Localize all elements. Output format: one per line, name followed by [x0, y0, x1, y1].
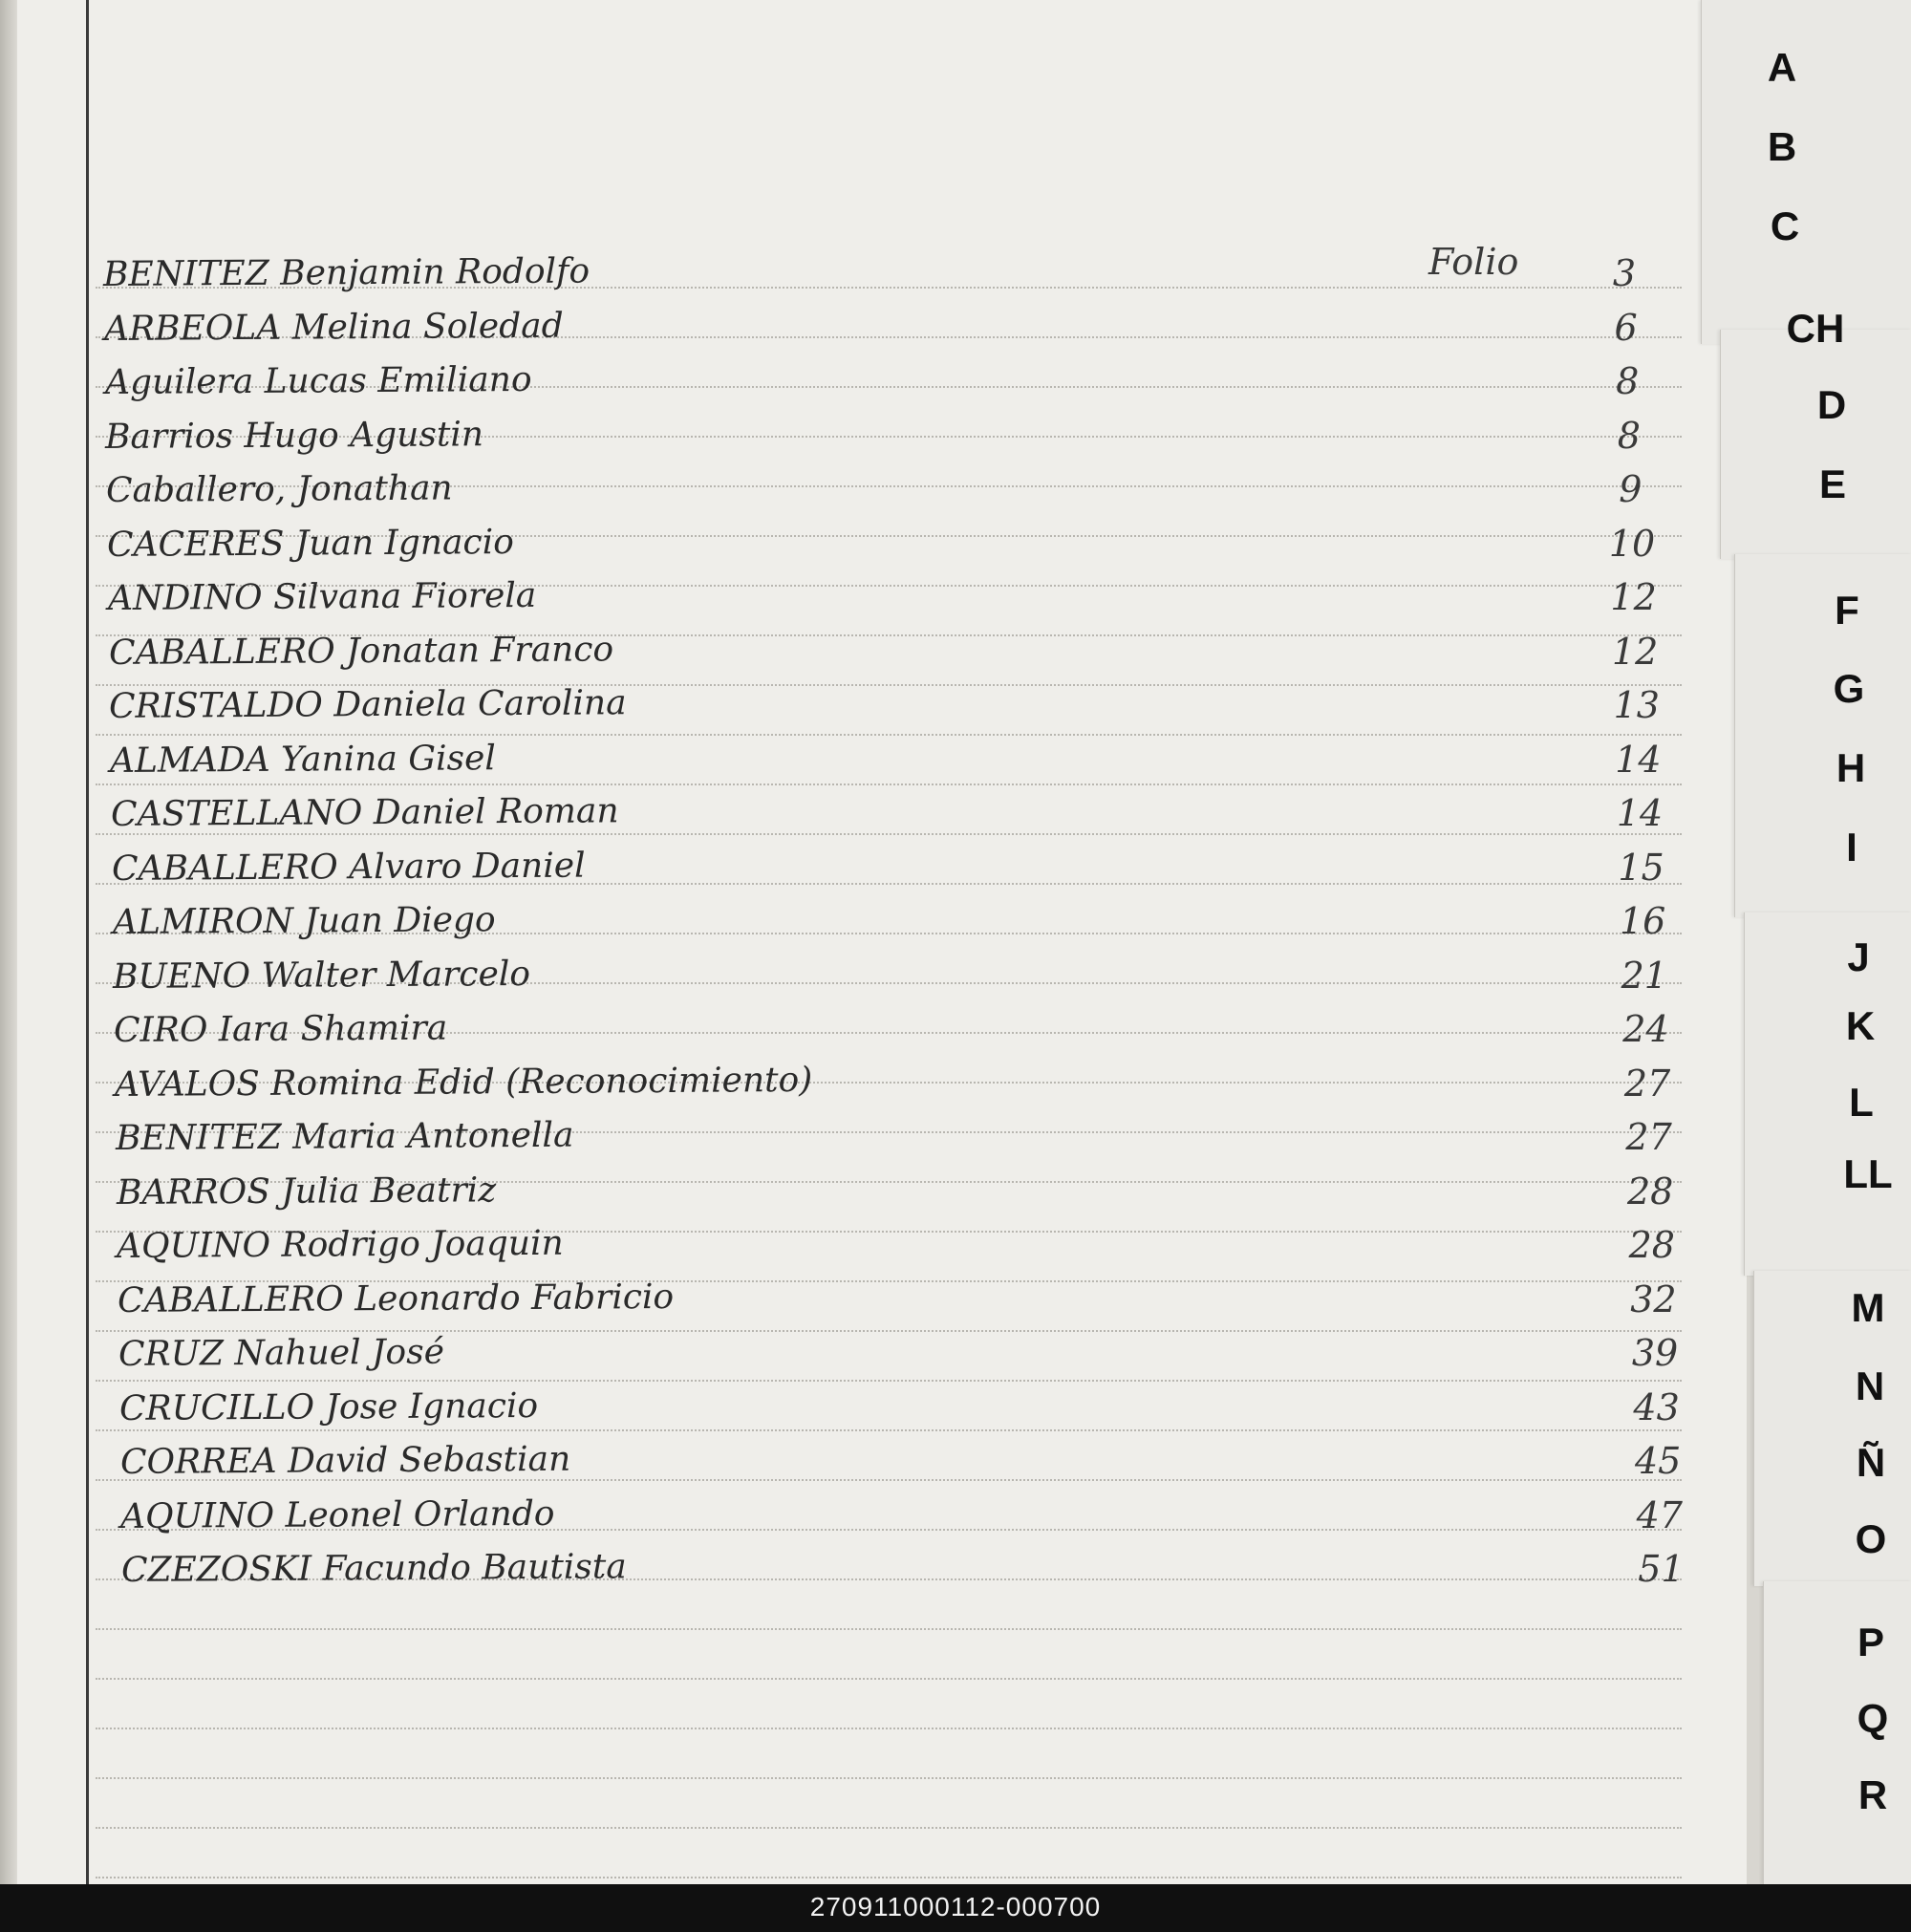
entry-folio-number: 43 — [1633, 1385, 1680, 1428]
entry-name: ALMIRON Juan Diego — [112, 900, 496, 942]
page-edge-shadow — [0, 0, 17, 1884]
entry-name: AVALOS Romina Edid (Reconocimiento) — [114, 1060, 813, 1105]
ruled-line — [96, 1877, 1682, 1878]
index-tab-letter[interactable]: LL — [1843, 1151, 1893, 1196]
index-tab-letter[interactable]: D — [1816, 382, 1847, 427]
entry-folio-number: 47 — [1636, 1493, 1683, 1536]
entry-name: CABALLERO Leonardo Fabricio — [118, 1277, 675, 1320]
entry-name: ALMADA Yanina Gisel — [110, 738, 497, 781]
index-tab-letter[interactable]: M — [1851, 1285, 1885, 1330]
entry-folio-number: 13 — [1613, 684, 1660, 726]
index-tab-letter[interactable]: G — [1833, 666, 1865, 711]
entry-name: Barrios Hugo Agustin — [105, 414, 484, 457]
index-tab-letter[interactable]: H — [1836, 745, 1866, 790]
entry-folio-number: 16 — [1620, 900, 1666, 942]
entry-name: BUENO Walter Marcelo — [113, 954, 531, 997]
index-tab-letter[interactable]: CH — [1786, 306, 1845, 351]
entry-folio-number: 14 — [1616, 792, 1664, 834]
entry-name: CABALLERO Alvaro Daniel — [111, 846, 586, 889]
entry-folio-number: 6 — [1614, 306, 1638, 349]
entry-folio-number: 28 — [1628, 1224, 1675, 1266]
entry-folio-number: 24 — [1622, 1008, 1669, 1050]
tab-page — [1720, 330, 1911, 559]
entry-name: CIRO Iara Shamira — [114, 1008, 448, 1050]
entry-folio-number: 15 — [1618, 846, 1664, 889]
entry-folio-number: 10 — [1608, 522, 1656, 565]
index-tab-letter[interactable]: O — [1855, 1516, 1887, 1561]
alphabet-tab-strip — [1682, 0, 1911, 1884]
index-tab-letter[interactable]: C — [1770, 204, 1800, 248]
entry-name: BENITEZ Benjamin Rodolfo — [102, 251, 590, 294]
ruled-line — [96, 1678, 1682, 1680]
index-tab-letter[interactable]: B — [1767, 124, 1797, 169]
entry-name: AQUINO Leonel Orlando — [120, 1493, 555, 1536]
entry-name: CRISTALDO Daniela Carolina — [109, 683, 628, 726]
entry-folio-number: 27 — [1625, 1116, 1672, 1158]
entry-folio-number: 32 — [1630, 1277, 1677, 1320]
entry-name: CRUZ Nahuel José — [118, 1332, 445, 1374]
entry-folio-number: 8 — [1616, 360, 1640, 402]
ruled-line — [96, 1827, 1682, 1829]
entry-folio-number: 12 — [1610, 576, 1657, 618]
index-tab-letter[interactable]: P — [1857, 1620, 1884, 1664]
ruled-line — [96, 784, 1682, 785]
index-tab-letter[interactable]: N — [1855, 1363, 1885, 1408]
entry-name: BENITEZ Maria Antonella — [115, 1115, 574, 1158]
index-tab-letter[interactable]: E — [1818, 462, 1846, 506]
ruled-line — [96, 833, 1682, 835]
image-id-caption: 270911000112-000700 — [809, 1892, 1102, 1921]
index-tab-letter[interactable]: F — [1835, 588, 1859, 633]
entry-name: CACERES Juan Ignacio — [106, 522, 514, 565]
index-tab-letter[interactable]: Q — [1857, 1696, 1889, 1741]
entry-folio-number: 14 — [1615, 738, 1662, 781]
entry-folio-number: 3 — [1612, 252, 1637, 294]
ruled-line — [96, 1330, 1682, 1332]
ruled-line — [96, 734, 1682, 736]
ruled-line — [96, 1429, 1682, 1431]
ruled-line — [96, 1380, 1682, 1382]
entry-name: CABALLERO Jonatan Franco — [108, 629, 613, 673]
entry-folio-number: 21 — [1621, 954, 1667, 997]
entry-folio-number: 39 — [1631, 1332, 1679, 1374]
margin-line — [86, 0, 89, 1884]
footer-bar — [0, 1884, 1911, 1932]
entry-name: ARBEOLA Melina Soledad — [103, 306, 564, 349]
ruled-line — [96, 1628, 1682, 1630]
entry-folio-number: 27 — [1623, 1062, 1671, 1105]
index-tab-letter[interactable]: J — [1847, 934, 1870, 979]
index-tab-letter[interactable]: Ñ — [1856, 1440, 1886, 1485]
entry-folio-number: 45 — [1635, 1440, 1682, 1482]
index-tab-letter[interactable]: L — [1849, 1080, 1874, 1125]
entry-name: CASTELLANO Daniel Roman — [110, 791, 619, 834]
index-tab-letter[interactable]: R — [1857, 1772, 1888, 1817]
index-tab-letter[interactable]: I — [1846, 825, 1857, 869]
ruled-line — [96, 1777, 1682, 1779]
entry-name: Aguilera Lucas Emiliano — [104, 359, 532, 402]
entry-folio-number: 28 — [1627, 1170, 1674, 1213]
entry-name: Caballero, Jonathan — [106, 468, 453, 510]
entry-name: CZEZOSKI Facundo Bautista — [121, 1547, 628, 1590]
entry-name: AQUINO Rodrigo Joaquin — [117, 1223, 565, 1266]
entry-name: BARROS Julia Beatriz — [116, 1170, 496, 1213]
ruled-line — [96, 1728, 1682, 1729]
index-tab-letter[interactable]: K — [1845, 1003, 1876, 1048]
folio-header-label: Folio — [1428, 241, 1519, 283]
entry-folio-number: 8 — [1617, 414, 1641, 457]
entry-name: CORREA David Sebastian — [119, 1439, 570, 1482]
entry-folio-number: 51 — [1638, 1548, 1685, 1590]
index-tab-letter[interactable]: A — [1767, 45, 1797, 90]
entry-folio-number: 9 — [1619, 468, 1643, 510]
entry-folio-number: 12 — [1612, 630, 1659, 673]
entry-name: ANDINO Silvana Fiorela — [107, 575, 537, 618]
entry-name: CRUCILLO Jose Ignacio — [118, 1385, 539, 1428]
